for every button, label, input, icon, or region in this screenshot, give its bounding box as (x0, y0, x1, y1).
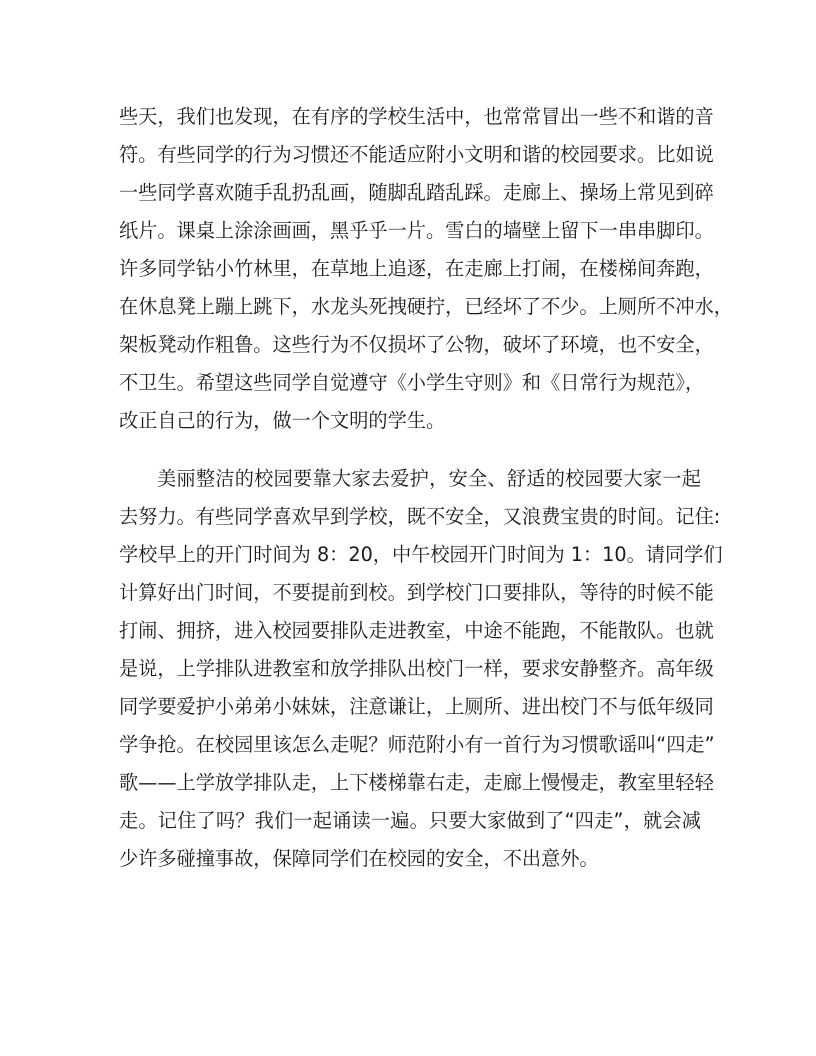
text-line: 走。记住了吗？我们一起诵读一遍。只要大家做到了“四走”，就会减 (119, 809, 701, 832)
text-line: 歌——上学放学排队走，上下楼梯靠右走，走廊上慢慢走，教室里轻轻 (119, 771, 714, 794)
text-line: 些天，我们也发现，在有序的学校生活中，也常常冒出一些不和谐的音 (119, 105, 714, 128)
text-line: 同学要爱护小弟弟小妹妹，注意谦让，上厕所、进出校门不与低年级同 (119, 695, 714, 718)
text-line: 少许多碰撞事故，保障同学们在校园的安全，不出意外。 (119, 847, 599, 870)
text-line: 许多同学钻小竹林里，在草地上追逐，在走廊上打闹，在楼梯间奔跑， (119, 257, 714, 280)
text-line: 架板凳动作粗鲁。这些行为不仅损坏了公物，破坏了环境，也不安全， (119, 333, 714, 356)
document-body (119, 98, 733, 878)
text-line: 去努力。有些同学喜欢早到学校，既不安全，又浪费宝贵的时间。记住: (119, 505, 721, 528)
text-line: 美丽整洁的校园要靠大家去爱护，安全、舒适的校园要大家一起 (157, 467, 701, 490)
text-line: 学争抢。在校园里该怎么走呢？师范附小有一首行为习惯歌谣叫“四走” (119, 733, 715, 756)
text-line: 纸片。课桌上涂涂画画，黑乎乎一片。雪白的墙壁上留下一串串脚印。 (119, 219, 714, 242)
text-line: 不卫生。希望这些同学自觉遵守《小学生守则》和《日常行为规范》， (119, 371, 705, 394)
paragraph-spacer (119, 440, 701, 460)
text-line: 学校早上的开门时间为 8：20，中午校园开门时间为 1：10。请同学们 (119, 543, 723, 566)
text-line: 改正自己的行为，做一个文明的学生。 (119, 409, 446, 432)
text-line: 一些同学喜欢随手乱扔乱画，随脚乱踏乱踩。走廊上、操场上常见到碎 (119, 181, 714, 204)
text-line: 符。有些同学的行为习惯还不能适应附小文明和谐的校园要求。比如说 (119, 143, 714, 166)
paragraph-1 (119, 98, 733, 440)
paragraph-2 (119, 460, 723, 878)
text-line: 打闹、拥挤，进入校园要排队走进教室，中途不能跑，不能散队。也就 (119, 619, 714, 642)
text-line: 计算好出门时间，不要提前到校。到学校门口要排队，等待的时候不能 (119, 581, 714, 604)
text-line: 是说，上学排队进教室和放学排队出校门一样，要求安静整齐。高年级 (119, 657, 714, 680)
text-line: 在休息凳上蹦上跳下，水龙头死拽硬拧，已经坏了不少。上厕所不冲水， (119, 295, 733, 318)
